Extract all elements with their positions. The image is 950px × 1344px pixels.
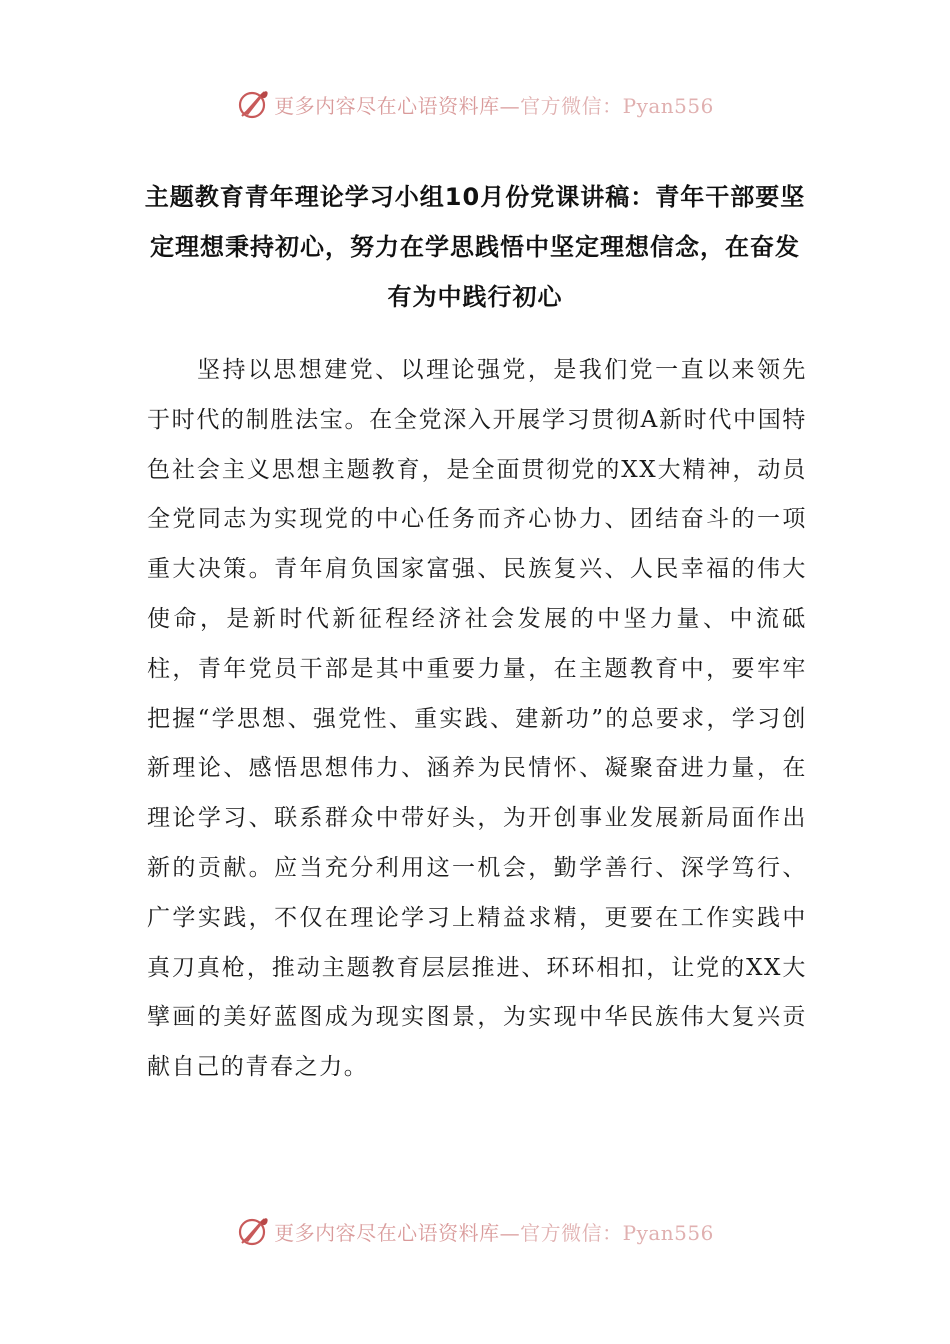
quill-pen-logo-icon <box>236 1214 270 1248</box>
document-title: 主题教育青年理论学习小组10月份党课讲稿：青年干部要坚定理想秉持初心，努力在学思践悟中坚定理想信念，在奋发有为中践行初心 <box>144 183 806 311</box>
banner-text: 更多内容尽在心语资料库—官方微信：Pyan556 <box>274 1220 714 1245</box>
banner-text: 更多内容尽在心语资料库—官方微信：Pyan556 <box>274 93 714 118</box>
quill-pen-logo-icon <box>236 87 270 121</box>
header-banner <box>0 84 950 124</box>
footer-banner <box>0 1211 950 1251</box>
wechat-contact: 官方微信：Pyan556 <box>520 1220 714 1245</box>
wechat-contact: 官方微信：Pyan556 <box>520 93 714 118</box>
body-paragraph: 坚持以思想建党、以理论强党，是我们党一直以来领先于时代的制胜法宝。在全党深入开展学习贯彻A新时代中国特色社会主义思想主题教育，是全面贯彻党的XX大精神，动员全党同志为实现党的中心任务而齐心协力、团结奋斗的一项重大决策。青年肩负国家富强、民族复兴、人民幸福的伟大使命，是新时代新征程经济社会发展的中坚力量、中流砥柱，青年党员干部是其中重要力量，在主题教育中，要牢牢把握“学思想、强党性、重实践、建新功”的总要求，学习创新理论、感悟思想伟力、涵养为民情怀、凝聚奋进力量，在理论学习、联系群众中带好头，为开创事业发展新局面作出新的贡献。应当充分利用这一机会，勤学善行、深学笃行、广学实践，不仅在理论学习上精益求精，更要在工作实践中真刀真枪，推动主题教育层层推进、环环相扣，让党的XX大擘画的美好蓝图成为现实图景，为实现中华民族伟大复兴贡献自己的青春之力。 <box>147 357 807 1081</box>
